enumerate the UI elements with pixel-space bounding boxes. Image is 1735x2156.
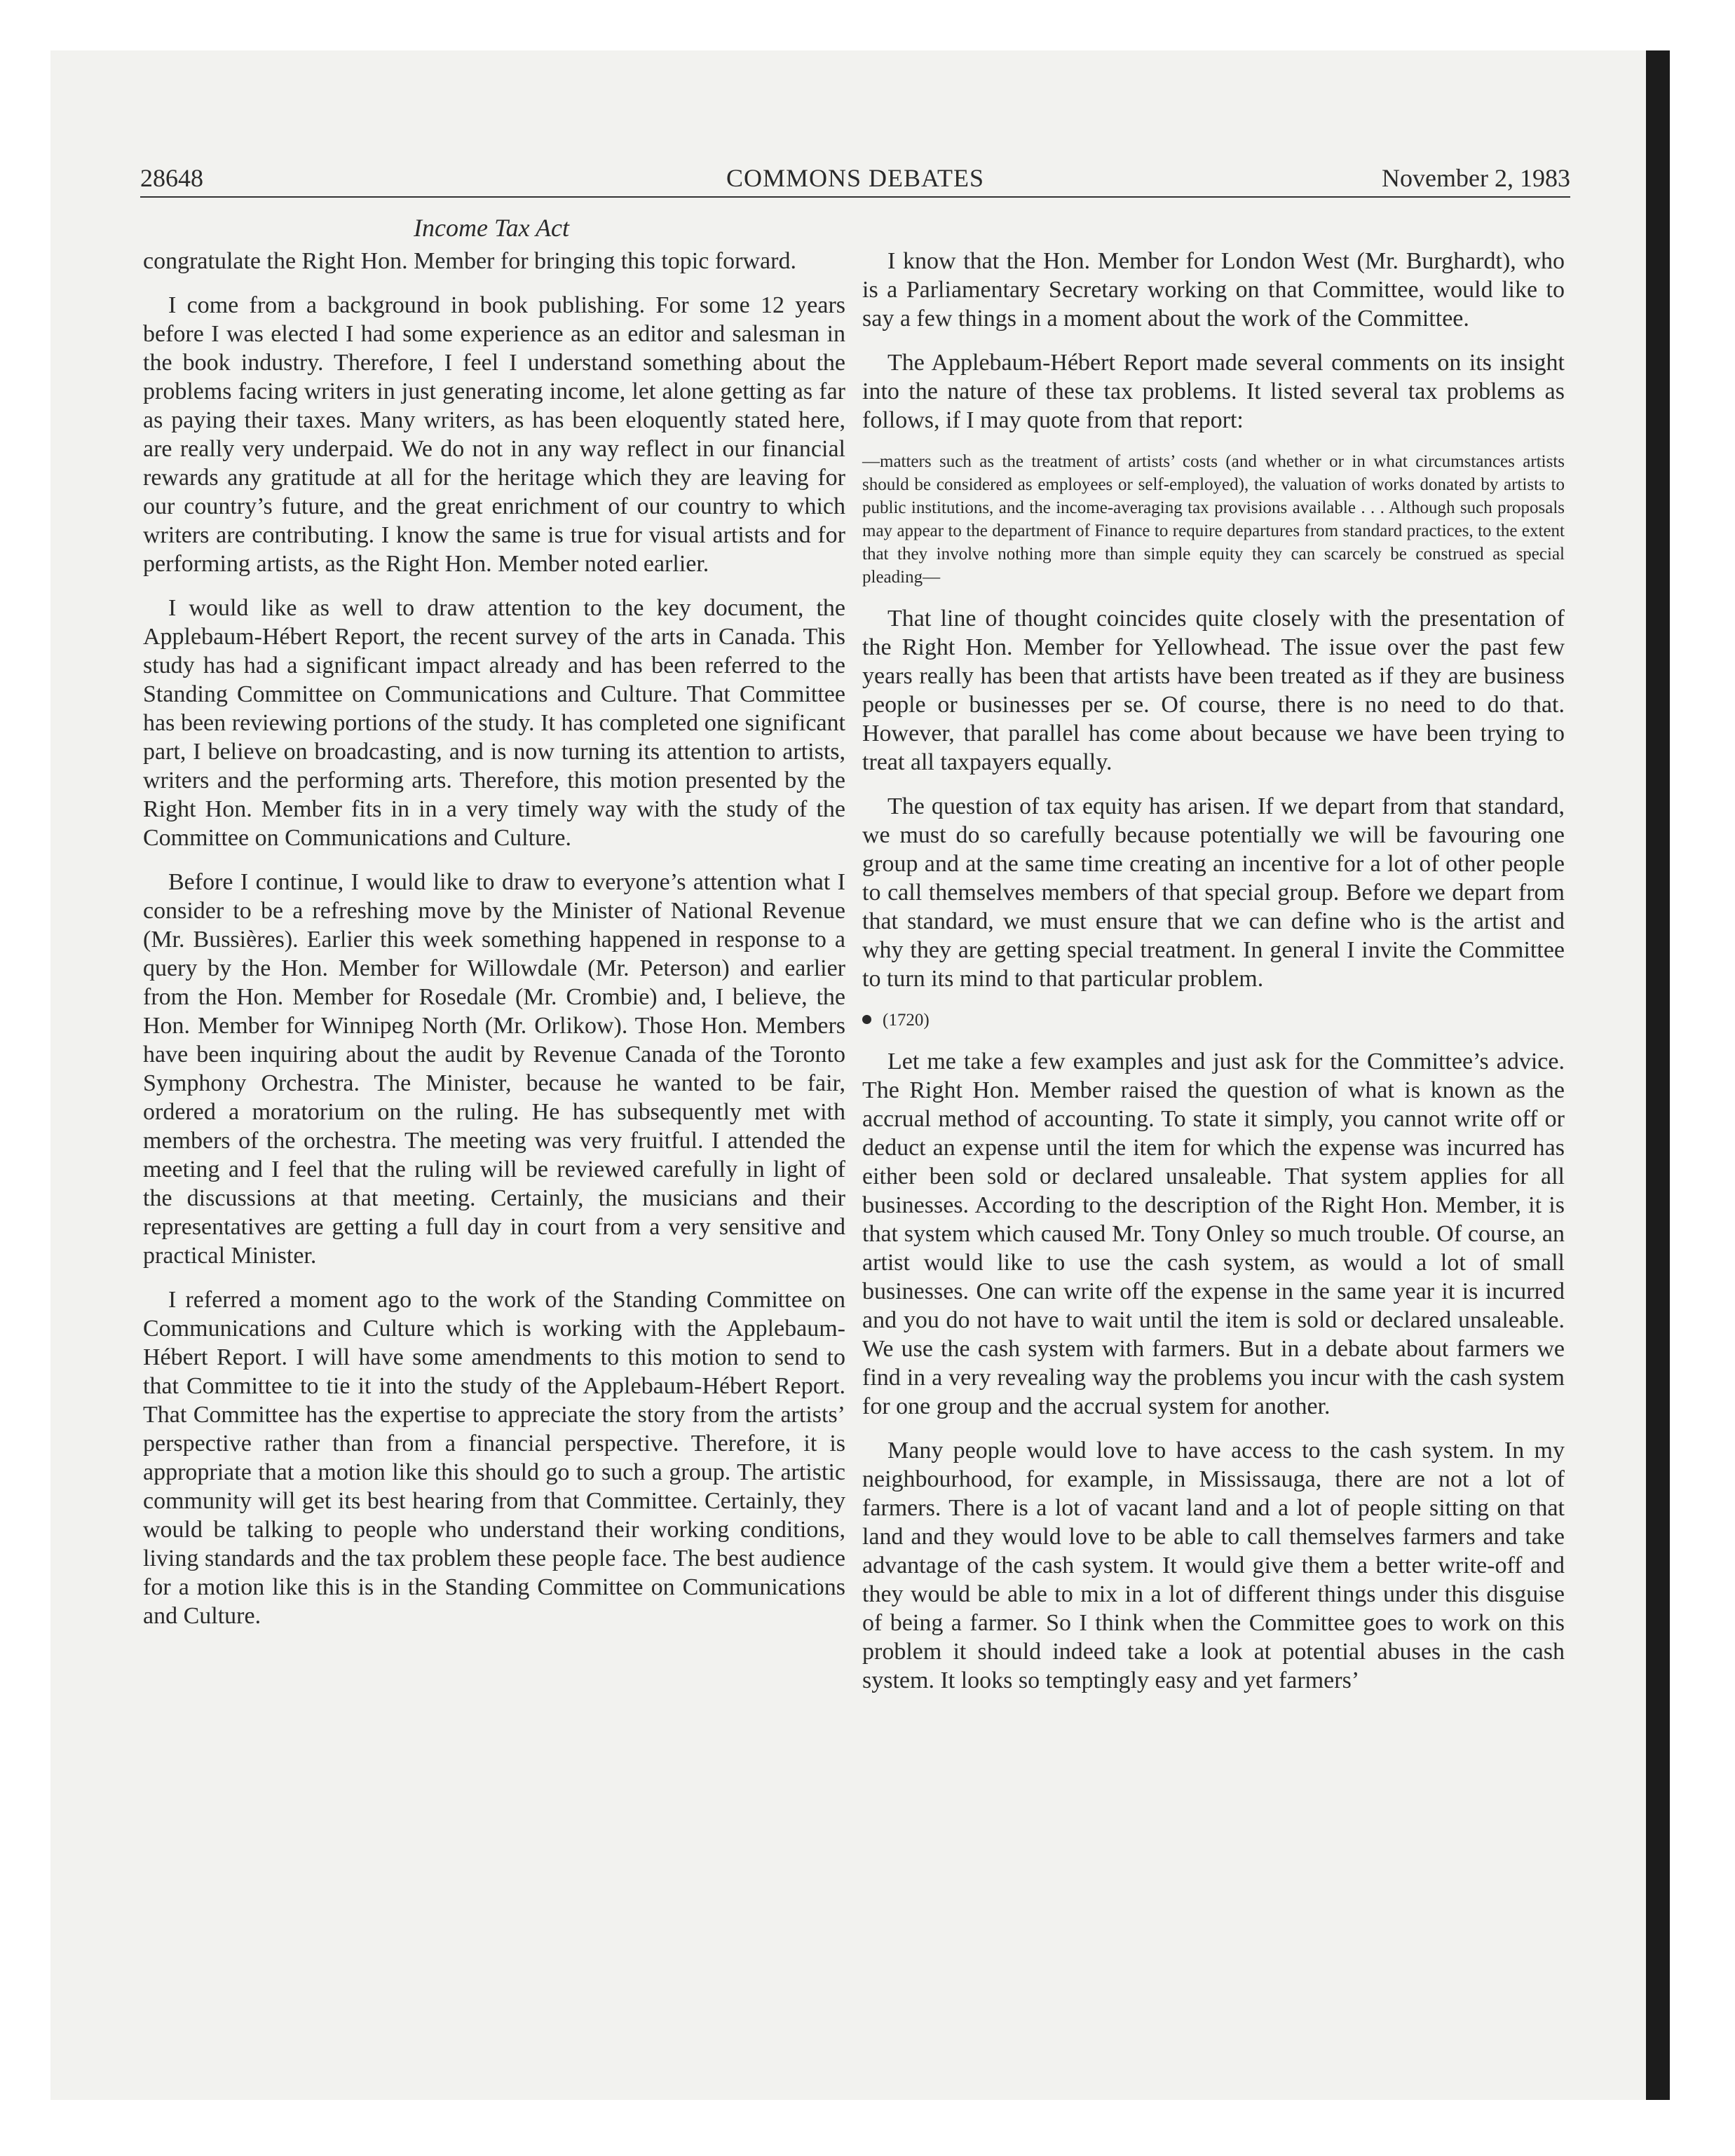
time-marker bbox=[862, 1009, 1565, 1032]
paragraph: Many people would love to have access to the cash system. In my neighbourhood, for example, in Mississauga, there are not a lot of farmers. There is a lot of vacant land and a lot of people sitting on that land and they would love to be able to call themselves farmers and take advantage of the cash system. It would give them a better write-off and they would be able to mix in a lot of different things under this disguise of being a farmer. So I think when the Committee goes to work on this problem it should indeed take a look at potential abuses in the cash system. It looks so temptingly easy and yet farmers’ bbox=[862, 1438, 1565, 1693]
paragraph: Before I continue, I would like to draw to everyone’s attention what I consider to be a refreshing move by the Minister of National Revenue (Mr. Bussières). Earlier this week something happened in response to a query by the Hon. Member for Willowdale (Mr. Peterson) and earlier from the Hon. Member for Rosedale (Mr. Crombie) and, I believe, the Hon. Member for Winnipeg North (Mr. Orlikow). Those Hon. Members have been inquiring about the audit by Revenue Canada of the Toronto Symphony Orchestra. The Minister, because he wanted to be fair, ordered a moratorium on the ruling. He has subsequently met with members of the orchestra. The meeting was very fruitful. I attended the meeting and I feel that the ruling will be reviewed carefully in light of the discussions at that meeting. Certainly, the musicians and their representatives are getting a full day in court from a very sensitive and practical Minister. bbox=[143, 869, 845, 1269]
binding-edge bbox=[1646, 50, 1670, 2100]
publication-title: COMMONS DEBATES bbox=[726, 164, 985, 192]
paragraph: I know that the Hon. Member for London West (Mr. Burghardt), who is a Parliamentary Secretary working on that Committee, would like to say a few things in a moment about the work of the Committee. bbox=[862, 248, 1565, 332]
paragraph: That line of thought coincides quite closely with the presentation of the Right Hon. Member for Yellowhead. The issue over the past few years really has been that artists have been treated as if they are business people or businesses per se. Of course, there is no need to do that. However, that parallel has come about because we have been trying to treat all taxpayers equally. bbox=[862, 606, 1565, 775]
paragraph: congratulate the Right Hon. Member for bringing this topic forward. bbox=[143, 248, 796, 274]
header-rule bbox=[140, 196, 1570, 198]
right-column bbox=[862, 247, 1565, 1710]
paragraph: I referred a moment ago to the work of the Standing Committee on Communications and Culture which is working with the Applebaum-Hébert Report. I will have some amendments to this motion to send to that Committee to tie it into the study of the Applebaum-Hébert Report. That Committee has the expertise to appreciate the story from the artists’ perspective rather than from a financial perspective. Therefore, it is appropriate that a motion like this should go to such a group. The artistic community will get its best hearing from that Committee. Certainly, they would be talking to people who understand their working conditions, living standards and the tax problem these people face. The best audience for a motion like this is in the Standing Committee on Communications and Culture. bbox=[143, 1287, 845, 1629]
bullet-icon bbox=[862, 1015, 871, 1024]
paragraph: The question of tax equity has arisen. If we depart from that standard, we must do so carefully because potentially we will be favouring one group and at the same time creating an incentive for a lot of other people to call themselves members of that special group. Before we depart from that standard, we must ensure that we can define who is the artist and why they are getting special treatment. In general I invite the Committee to turn its mind to that particular problem. bbox=[862, 793, 1565, 992]
time-marker-text: (1720) bbox=[883, 1011, 930, 1030]
paragraph: I come from a background in book publishing. For some 12 years before I was elected I had some experience as an editor and salesman in the book industry. Therefore, I feel I understand something about the problems facing writers in just generating income, let alone getting as far as paying their taxes. Many writers, as has been eloquently stated here, are really very underpaid. We do not in any way reflect in our financial rewards any gratitude at all for the heritage which they are leaving for our country’s future, and the great enrichment of our country to which writers are contributing. I know the same is true for visual artists and for performing artists, as the Right Hon. Member noted earlier. bbox=[143, 292, 845, 577]
page-number: 28648 bbox=[140, 164, 203, 192]
paragraph: I would like as well to draw attention to the key document, the Applebaum-Hébert Report, the recent survey of the arts in Canada. This study has had a significant impact already and has been referred to the Standing Committee on Communications and Culture. That Committee has been reviewing portions of the study. It has completed one significant part, I believe on broadcasting, and is now turning its attention to artists, writers and the performing arts. Therefore, this motion presented by the Right Hon. Member fits in in a very timely way with the study of the Committee on Communications and Culture. bbox=[143, 595, 845, 851]
publication-date: November 2, 1983 bbox=[1382, 164, 1570, 192]
left-column bbox=[143, 247, 845, 1646]
report-quotation: —matters such as the treatment of artists’ costs (and whether or in what circumstances artists should be considered as employees or self-employed), the valuation of works donated by artists to public institutions, and the income-averaging tax provisions available . . . Although such proposals may appear to the department of Finance to require departures from standard practices, to the extent that they involve nothing more than simple equity they can scarcely be construed as special pleading— bbox=[862, 452, 1565, 587]
page-header bbox=[140, 158, 1570, 198]
paragraph: The Applebaum-Hébert Report made several comments on its insight into the nature of these tax problems. It listed several tax problems as follows, if I may quote from that report: bbox=[862, 350, 1565, 433]
section-subheading: Income Tax Act bbox=[414, 214, 569, 242]
paragraph: Let me take a few examples and just ask for the Committee’s advice. The Right Hon. Member raised the question of what is known as the accrual method of accounting. To state it simply, you cannot write off or deduct an expense until the item for which the expense was incurred has either been sold or declared unsaleable. That system applies for all businesses. According to the description of the Right Hon. Member, it is that system which caused Mr. Tony Onley so much trouble. Of course, an artist would like to use the cash system, as would a lot of small businesses. One can write off the expense in the same year it is incurred and you do not have to wait until the item is sold or declared unsaleable. We use the cash system with farmers. But in a debate about farmers we find in a very revealing way the problems you incur with the cash system for one group and the accrual system for another. bbox=[862, 1049, 1565, 1419]
